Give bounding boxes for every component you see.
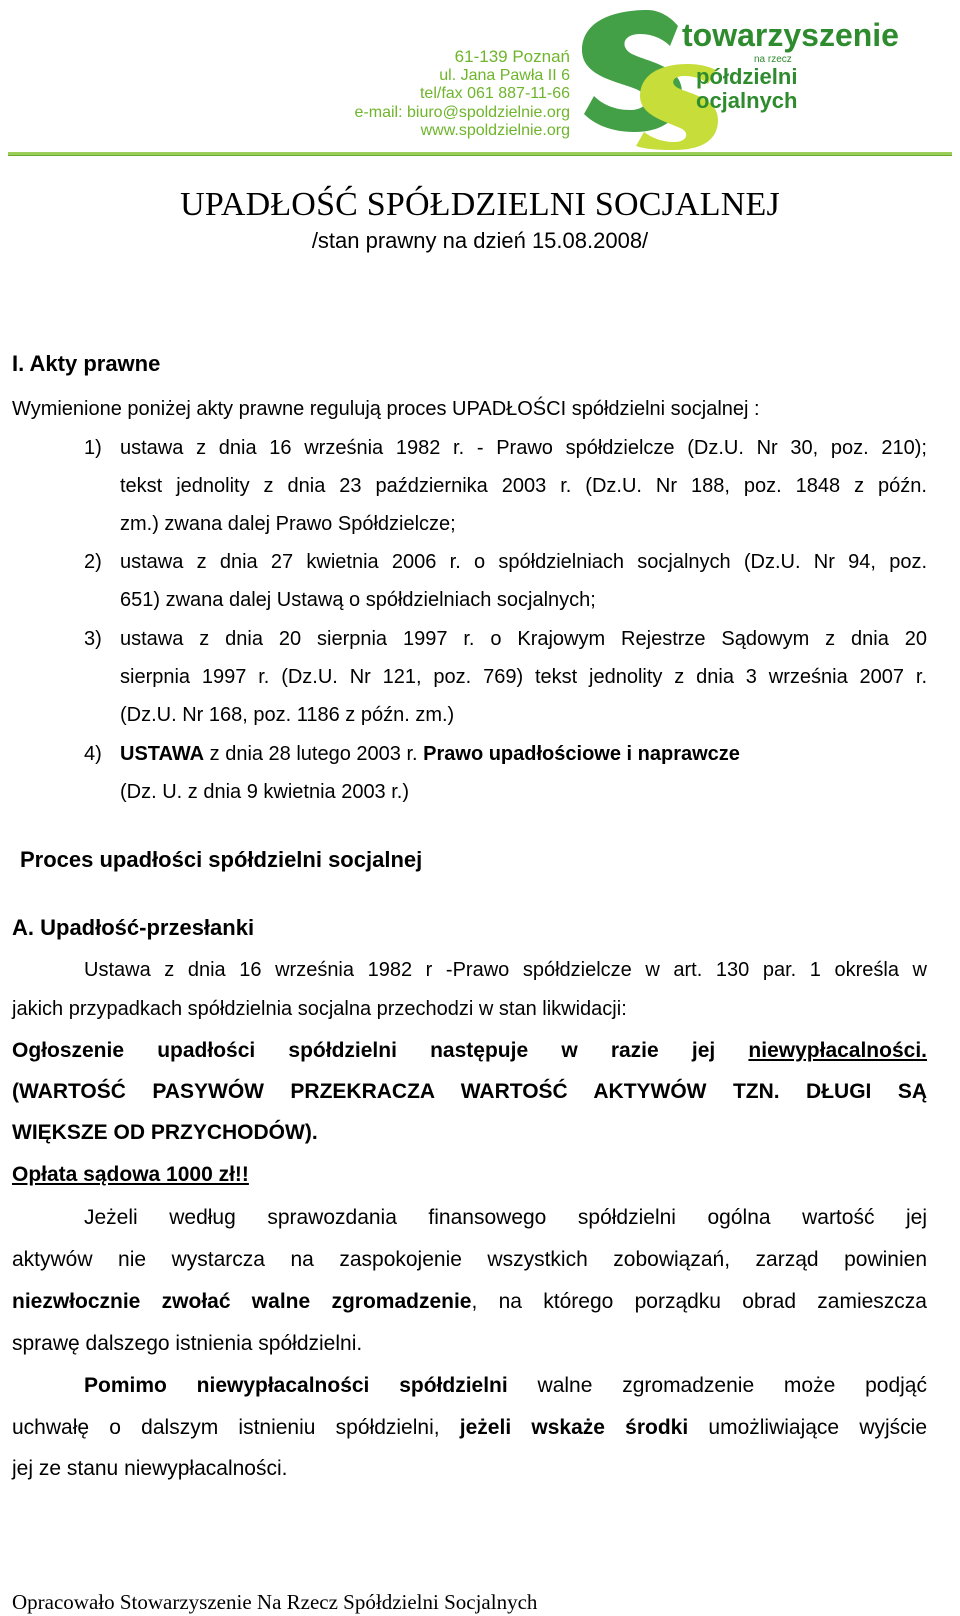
contact-email[interactable]: e-mail: biuro@spoldzielnie.org bbox=[354, 103, 570, 121]
contact-city: 61-139 Poznań bbox=[454, 47, 570, 66]
paragraph-line: Ustawa z dnia 16 września 1982 r -Prawo spółdzielcze w art. 130 par. 1 określa w bbox=[84, 959, 927, 981]
contact-website[interactable]: www.spoldzielnie.org bbox=[420, 122, 570, 139]
list-item-line bbox=[120, 742, 740, 766]
document-subtitle: /stan prawny na dzień 15.08.2008/ bbox=[311, 228, 649, 253]
list-item-line: ustawa z dnia 16 września 1982 r. - Prawo spółdzielcze (Dz.U. Nr 30, poz. 210); bbox=[120, 437, 927, 459]
page-footer: Opracowało Stowarzyszenie Na Rzecz Spółdzielni Socjalnych bbox=[12, 1590, 538, 1614]
section-heading-przeslanki: A. Upadłość-przesłanki bbox=[12, 915, 255, 940]
list-item-line: sierpnia 1997 r. (Dz.U. Nr 121, poz. 769) tekst jednolity z dnia 3 września 2007 r. bbox=[120, 666, 927, 688]
paragraph-line: Jeżeli według sprawozdania finansowego spółdzielni ogólna wartość jej bbox=[84, 1206, 927, 1229]
logo-word-na-rzecz: na rzecz bbox=[754, 54, 792, 65]
underlined-term: niewypłacalności. bbox=[748, 1039, 927, 1062]
organization-logo bbox=[578, 4, 899, 150]
law-title-bold: Prawo upadłościowe i naprawcze bbox=[423, 743, 740, 765]
law-date: z dnia 28 lutego 2003 r. bbox=[204, 743, 424, 765]
paragraph-line: jej ze stanu niewypłacalności. bbox=[12, 1457, 288, 1480]
paragraph-line: aktywów nie wystarcza na zaspokojenie wszystkich zobowiązań, zarząd powinien bbox=[12, 1248, 927, 1271]
contact-street: ul. Jana Pawła II 6 bbox=[439, 66, 570, 84]
list-item-line: zm.) zwana dalej Prawo Spółdzielcze; bbox=[120, 513, 456, 535]
paragraph-line bbox=[84, 1374, 927, 1398]
list-item-line: ustawa z dnia 27 kwietnia 2006 r. o spółdzielniach socjalnych (Dz.U. Nr 94, poz. bbox=[120, 551, 927, 573]
list-item-line: (Dz.U. Nr 168, poz. 1186 z późn. zm.) bbox=[120, 704, 455, 726]
paragraph-line bbox=[12, 1290, 927, 1314]
logo-word-socjalnych: ocjalnych bbox=[696, 88, 798, 113]
list-item-line: (Dz. U. z dnia 9 kwietnia 2003 r.) bbox=[120, 781, 410, 803]
bold-statement-line: WIĘKSZE OD PRZYCHODÓW). bbox=[12, 1121, 318, 1144]
header-divider-shadow bbox=[8, 155, 952, 156]
logo-word-spoldzielni: półdzielni bbox=[696, 64, 798, 89]
section-intro: Wymienione poniżej akty prawne regulują proces UPADŁOŚCI spółdzielni socjalnej : bbox=[12, 398, 760, 420]
list-item-number: 3) bbox=[84, 628, 102, 650]
list-item-line: 651) zwana dalej Ustawą o spółdzielniach socjalnych; bbox=[120, 589, 596, 611]
court-fee-note: Opłata sądowa 1000 zł!! bbox=[12, 1163, 249, 1186]
bold-statement-text: Ogłoszenie upadłości spółdzielni następuje w razie jej bbox=[12, 1039, 749, 1062]
process-heading: Proces upadłości spółdzielni socjalnej bbox=[20, 847, 423, 872]
bold-phrase: jeżeli wskaże środki bbox=[459, 1416, 689, 1439]
letterhead bbox=[0, 0, 960, 158]
paragraph-text: uchwałę o dalszym istnieniu spółdzielni, bbox=[12, 1416, 460, 1439]
contact-phone: tel/fax 061 887-11-66 bbox=[419, 85, 570, 102]
section-heading-akty-prawne: I. Akty prawne bbox=[12, 351, 161, 376]
contact-block bbox=[355, 48, 570, 141]
document-title: UPADŁOŚĆ SPÓŁDZIELNI SOCJALNEJ bbox=[180, 186, 780, 223]
list-item-number: 2) bbox=[84, 551, 102, 573]
paragraph-line bbox=[12, 1416, 927, 1440]
list-item-number: 1) bbox=[84, 437, 102, 459]
bold-statement-line: (WARTOŚĆ PASYWÓW PRZEKRACZA WARTOŚĆ AKTYWÓW TZN. DŁUGI SĄ bbox=[12, 1080, 927, 1103]
list-item-line: tekst jednolity z dnia 23 października 2003 r. (Dz.U. Nr 188, poz. 1848 z późn. bbox=[120, 475, 927, 497]
bold-statement-line bbox=[12, 1039, 927, 1063]
list-item-number: 4) bbox=[84, 743, 102, 765]
paragraph-line: jakich przypadkach spółdzielnia socjalna przechodzi w stan likwidacji: bbox=[12, 998, 627, 1020]
list-item-line: ustawa z dnia 20 sierpnia 1997 r. o Krajowym Rejestrze Sądowym z dnia 20 bbox=[120, 628, 927, 650]
bold-phrase: Pomimo niewypłacalności spółdzielni bbox=[84, 1374, 508, 1397]
paragraph-text: umożliwiające wyjście bbox=[688, 1416, 928, 1439]
logo-word-stowarzyszenie: towarzyszenie bbox=[682, 17, 899, 53]
paragraph-text: , na którego porządku obrad zamieszcza bbox=[471, 1290, 927, 1313]
law-name-ustawa: USTAWA bbox=[120, 743, 205, 765]
bold-phrase: niezwłocznie zwołać walne zgromadzenie bbox=[12, 1290, 472, 1313]
paragraph-line: sprawę dalszego istnienia spółdzielni. bbox=[12, 1332, 363, 1355]
paragraph-text: walne zgromadzenie może podjąć bbox=[507, 1374, 927, 1397]
